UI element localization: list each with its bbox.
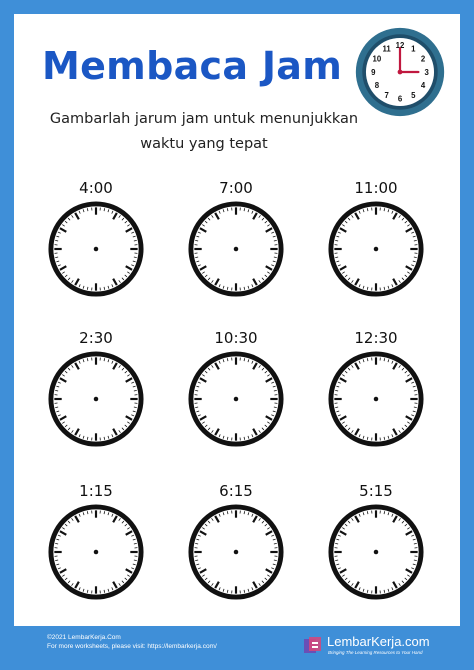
instruction-line-1: Gambarlah jarum jam untuk menunjukkan: [49, 111, 359, 127]
blank-clock-face[interactable]: [47, 200, 145, 298]
instruction-text: [14, 107, 394, 157]
blank-clock-face[interactable]: [47, 350, 145, 448]
clock-time-label: 10:30: [214, 329, 258, 347]
lembarkerja-logo-icon: [303, 636, 323, 656]
header-clock-numeral: 3: [424, 67, 429, 77]
clock-time-label: 4:00: [79, 179, 113, 197]
header-clock-numeral: 6: [397, 94, 403, 104]
clock-item: [321, 481, 431, 601]
header-clock-numeral: 10: [372, 54, 382, 64]
page-title: Membaca Jam: [42, 44, 343, 88]
clock-item: [181, 481, 291, 601]
clock-time-label: 1:15: [79, 482, 113, 500]
blank-clock-face[interactable]: [327, 350, 425, 448]
clock-time-label: 12:30: [354, 329, 398, 347]
header-clock-numeral: 7: [384, 90, 389, 100]
brand[interactable]: [303, 634, 463, 662]
header-clock-numeral: 5: [411, 90, 416, 100]
clock-item: [41, 481, 151, 601]
footer-info: [47, 633, 217, 651]
blank-clock-face[interactable]: [187, 503, 285, 601]
clock-item: [41, 328, 151, 448]
brand-tagline: Bringing The Learning Resources to Your Hand: [328, 650, 423, 655]
footer-copyright: ©2021 LembarKerja.Com: [47, 634, 121, 641]
clock-time-label: 2:30: [79, 329, 113, 347]
blank-clock-face[interactable]: [187, 350, 285, 448]
footer-more-link[interactable]: For more worksheets, please visit: https://lembarkerja.com/: [47, 643, 217, 650]
clock-item: [181, 328, 291, 448]
clock-item: [181, 178, 291, 298]
wall-clock-icon: [354, 26, 446, 118]
worksheet-page: [14, 14, 460, 626]
header-clock-numeral: 4: [420, 81, 426, 91]
header-clock-numeral: 9: [371, 67, 376, 77]
clock-time-label: 5:15: [359, 482, 393, 500]
clock-item: [321, 178, 431, 298]
header-clock-numeral: 8: [374, 81, 380, 91]
blank-clock-face[interactable]: [47, 503, 145, 601]
clock-item: [321, 328, 431, 448]
clock-time-label: 11:00: [354, 179, 398, 197]
blank-clock-face[interactable]: [187, 200, 285, 298]
header-clock-numeral: 12: [395, 41, 405, 51]
instruction-line-2: waktu yang tepat: [140, 136, 268, 152]
clock-time-label: 6:15: [219, 482, 253, 500]
clock-item: [41, 178, 151, 298]
blank-clock-face[interactable]: [327, 200, 425, 298]
clock-time-label: 7:00: [219, 179, 253, 197]
brand-name: LembarKerja.com: [327, 634, 430, 649]
header-clock-numeral: 11: [382, 44, 391, 54]
header-clock-numeral: 1: [411, 44, 416, 54]
header-clock-numeral: 2: [420, 54, 426, 64]
blank-clock-face[interactable]: [327, 503, 425, 601]
